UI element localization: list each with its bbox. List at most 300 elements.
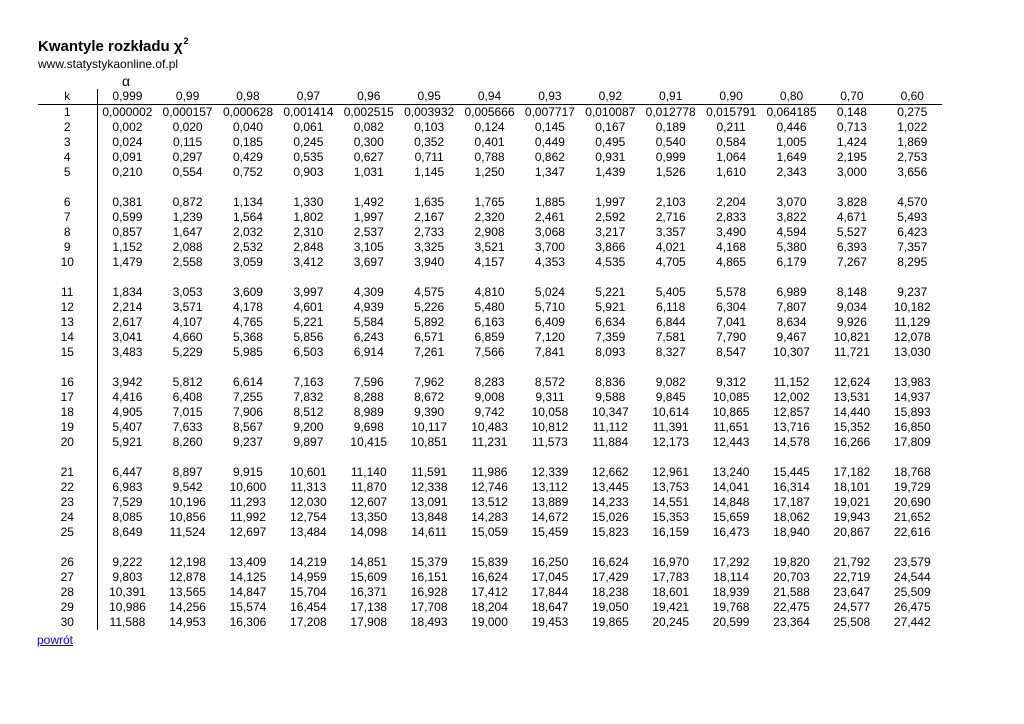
quantile-value-cell: 7,790 — [716, 330, 747, 344]
quantile-value-cell: 4,107 — [172, 315, 203, 329]
quantile-value-cell: 19,865 — [591, 615, 629, 629]
quantile-value-cell: 20,867 — [833, 525, 871, 539]
table-row — [38, 465, 942, 480]
quantile-value-cell: 1,765 — [474, 195, 505, 209]
quantile-value-cell: 20,245 — [652, 615, 690, 629]
quantile-value-cell: 3,656 — [897, 165, 928, 179]
quantile-value-cell: 9,034 — [836, 300, 867, 314]
quantile-value-cell: 19,820 — [773, 555, 810, 569]
quantile-value-cell: 10,347 — [591, 405, 629, 419]
quantile-value-cell: 3,000 — [836, 165, 867, 179]
quantile-value-cell: 0,381 — [112, 195, 143, 209]
quantile-value-cell: 6,859 — [474, 330, 505, 344]
quantile-value-cell: 8,327 — [655, 345, 686, 359]
quantile-value-cell: 10,182 — [893, 300, 931, 314]
quantile-value-cell: 8,672 — [414, 390, 445, 404]
quantile-value-cell: 14,847 — [229, 585, 267, 599]
alpha-column-header: 0,91 — [641, 89, 701, 105]
table-row — [38, 210, 942, 225]
quantile-value-cell: 7,267 — [836, 255, 867, 269]
website-address: www.statystykaonline.of.pl — [38, 57, 179, 71]
quantile-value-cell: 16,624 — [591, 555, 629, 569]
quantile-value-cell: 4,168 — [716, 240, 747, 254]
quantile-value-cell: 11,884 — [592, 435, 629, 449]
quantile-value-cell: 0,024 — [112, 135, 143, 149]
quantile-value-cell: 11,140 — [350, 465, 387, 479]
degrees-of-freedom-cell: 1 — [38, 105, 97, 121]
quantile-value-cell: 12,078 — [893, 330, 931, 344]
quantile-value-cell: 16,250 — [531, 555, 569, 569]
title-text: Kwantyle rozkładu χ — [38, 38, 183, 55]
quantile-value-cell: 14,937 — [893, 390, 931, 404]
quantile-value-cell: 15,659 — [712, 510, 750, 524]
quantile-value-cell: 3,828 — [836, 195, 867, 209]
quantile-value-cell: 12,697 — [229, 525, 267, 539]
quantile-value-cell: 13,240 — [712, 465, 750, 479]
quantile-value-cell: 0,002 — [112, 120, 143, 134]
quantile-value-cell: 0,148 — [836, 105, 867, 119]
quantile-value-cell: 5,226 — [414, 300, 445, 314]
quantile-value-cell: 11,313 — [290, 480, 327, 494]
quantile-value-cell: 12,198 — [169, 555, 206, 569]
quantile-value-cell: 18,238 — [591, 585, 629, 599]
quantile-value-cell: 0,245 — [293, 135, 324, 149]
quantile-value-cell: 5,229 — [172, 345, 203, 359]
quantile-value-cell: 5,368 — [232, 330, 263, 344]
quantile-value-cell: 3,942 — [112, 375, 143, 389]
quantile-value-cell: 2,833 — [716, 210, 747, 224]
quantile-value-cell: 1,005 — [776, 135, 807, 149]
quantile-value-cell: 13,531 — [833, 390, 871, 404]
quantile-value-cell: 23,647 — [833, 585, 871, 599]
quantile-value-cell: 0,999 — [655, 150, 686, 164]
quantile-value-cell: 13,409 — [229, 555, 267, 569]
quantile-value-cell: 0,599 — [112, 210, 143, 224]
quantile-value-cell: 18,493 — [410, 615, 448, 629]
quantile-value-cell: 7,566 — [474, 345, 505, 359]
degrees-of-freedom-cell: 8 — [38, 225, 97, 240]
quantile-value-cell: 5,921 — [112, 435, 143, 449]
quantile-value-cell: 4,575 — [414, 285, 445, 299]
quantile-value-cell: 6,179 — [776, 255, 807, 269]
degrees-of-freedom-cell: 12 — [38, 300, 97, 315]
quantile-value-cell: 9,390 — [414, 405, 445, 419]
quantile-value-cell: 9,698 — [353, 420, 384, 434]
spacer-cell — [97, 450, 942, 465]
degrees-of-freedom-cell: 27 — [38, 570, 97, 585]
quantile-value-cell: 6,243 — [353, 330, 384, 344]
quantile-value-cell: 20,599 — [712, 615, 750, 629]
alpha-column-header: 0,90 — [701, 89, 761, 105]
degrees-of-freedom-cell: 14 — [38, 330, 97, 345]
quantile-value-cell: 6,983 — [112, 480, 143, 494]
quantile-value-cell: 2,848 — [293, 240, 324, 254]
quantile-value-cell: 3,041 — [112, 330, 143, 344]
quantile-value-cell: 7,581 — [655, 330, 686, 344]
quantile-value-cell: 14,283 — [471, 510, 508, 524]
quantile-value-cell: 5,584 — [353, 315, 384, 329]
quantile-value-cell: 8,634 — [776, 315, 807, 329]
quantile-value-cell: 5,024 — [534, 285, 565, 299]
quantile-value-cell: 10,812 — [531, 420, 569, 434]
quantile-value-cell: 1,635 — [414, 195, 445, 209]
quantile-value-cell: 10,085 — [712, 390, 750, 404]
quantile-value-cell: 0,857 — [112, 225, 143, 239]
quantile-value-cell: 22,616 — [893, 525, 931, 539]
quantile-value-cell: 24,577 — [833, 600, 871, 614]
table-row — [38, 165, 942, 180]
quantile-value-cell: 10,415 — [350, 435, 388, 449]
quantile-value-cell: 11,986 — [471, 465, 508, 479]
quantile-value-cell: 2,310 — [293, 225, 324, 239]
quantile-value-cell: 10,865 — [712, 405, 750, 419]
quantile-value-cell: 0,535 — [293, 150, 324, 164]
table-body — [38, 105, 942, 631]
quantile-value-cell: 5,921 — [595, 300, 626, 314]
quantile-value-cell: 11,112 — [592, 420, 628, 434]
quantile-value-cell: 0,554 — [172, 165, 203, 179]
quantile-value-cell: 5,578 — [716, 285, 747, 299]
quantile-value-cell: 14,098 — [350, 525, 388, 539]
quantile-value-cell: 0,103 — [414, 120, 445, 134]
table-row — [38, 525, 942, 540]
quantile-value-cell: 14,672 — [531, 510, 569, 524]
alpha-column-header: 0,60 — [882, 89, 942, 105]
quantile-value-cell: 0,401 — [474, 135, 505, 149]
quantile-value-cell: 4,157 — [474, 255, 505, 269]
table-row — [38, 330, 942, 345]
quantile-value-cell: 8,093 — [595, 345, 626, 359]
quantile-value-cell: 13,484 — [290, 525, 327, 539]
quantile-value-cell: 0,931 — [595, 150, 626, 164]
table-row — [38, 555, 942, 570]
table-row — [38, 375, 942, 390]
quantile-value-cell: 5,380 — [776, 240, 807, 254]
quantile-value-cell: 3,068 — [534, 225, 565, 239]
quantile-value-cell: 9,803 — [112, 570, 143, 584]
quantile-value-cell: 2,716 — [655, 210, 686, 224]
title-superscript: 2 — [183, 36, 189, 46]
quantile-value-cell: 0,449 — [534, 135, 565, 149]
quantile-value-cell: 5,856 — [293, 330, 324, 344]
quantile-value-cell: 18,601 — [652, 585, 690, 599]
quantile-value-cell: 4,765 — [232, 315, 263, 329]
quantile-value-cell: 2,214 — [112, 300, 143, 314]
quantile-value-cell: 2,320 — [474, 210, 505, 224]
quantile-value-cell: 0,540 — [655, 135, 686, 149]
quantile-value-cell: 19,768 — [712, 600, 750, 614]
quantile-value-cell: 19,943 — [833, 510, 871, 524]
quantile-value-cell: 8,547 — [716, 345, 747, 359]
degrees-of-freedom-cell: 3 — [38, 135, 97, 150]
quantile-value-cell: 1,479 — [112, 255, 143, 269]
table-row — [38, 285, 942, 300]
quantile-value-cell: 0,300 — [353, 135, 384, 149]
quantile-value-cell: 11,573 — [532, 435, 568, 449]
group-spacer-row — [38, 360, 942, 375]
quantile-value-cell: 0,145 — [534, 120, 565, 134]
quantile-value-cell: 15,704 — [290, 585, 327, 599]
quantile-value-cell: 2,204 — [716, 195, 747, 209]
quantile-value-cell: 4,309 — [353, 285, 384, 299]
quantile-value-cell: 25,509 — [893, 585, 931, 599]
quantile-value-cell: 13,983 — [893, 375, 931, 389]
quantile-value-cell: 14,041 — [712, 480, 750, 494]
quantile-value-cell: 1,064 — [716, 150, 747, 164]
table-row — [38, 600, 942, 615]
quantile-value-cell: 8,148 — [836, 285, 867, 299]
quantile-value-cell: 7,041 — [716, 315, 747, 329]
quantile-value-cell: 21,588 — [773, 585, 810, 599]
quantile-value-cell: 10,391 — [109, 585, 146, 599]
quantile-value-cell: 0,000002 — [102, 105, 153, 119]
quantile-value-cell: 0,064185 — [766, 105, 817, 119]
quantile-value-cell: 7,120 — [534, 330, 565, 344]
quantile-value-cell: 10,196 — [169, 495, 206, 509]
degrees-of-freedom-cell: 5 — [38, 165, 97, 180]
degrees-of-freedom-cell: 11 — [38, 285, 97, 300]
table-row — [38, 615, 942, 630]
quantile-value-cell: 4,353 — [534, 255, 565, 269]
quantile-value-cell: 3,217 — [595, 225, 626, 239]
quantile-value-cell: 18,114 — [713, 570, 749, 584]
quantile-value-cell: 8,567 — [232, 420, 263, 434]
quantile-value-cell: 9,588 — [595, 390, 626, 404]
quantile-value-cell: 12,173 — [652, 435, 690, 449]
quantile-value-cell: 1,647 — [172, 225, 203, 239]
quantile-value-cell: 2,461 — [534, 210, 565, 224]
quantile-value-cell: 0,862 — [534, 150, 565, 164]
quantile-value-cell: 1,997 — [353, 210, 384, 224]
quantile-value-cell: 0,446 — [776, 120, 807, 134]
quantile-value-cell: 9,312 — [716, 375, 747, 389]
quantile-value-cell: 1,564 — [232, 210, 263, 224]
quantile-value-cell: 8,260 — [172, 435, 203, 449]
degrees-of-freedom-cell: 15 — [38, 345, 97, 360]
quantile-value-cell: 6,614 — [232, 375, 263, 389]
quantile-value-cell: 18,062 — [773, 510, 810, 524]
spacer-cell — [97, 180, 942, 195]
quantile-value-cell: 3,070 — [776, 195, 807, 209]
quantile-value-cell: 16,928 — [410, 585, 448, 599]
quantile-value-cell: 1,347 — [534, 165, 565, 179]
spacer-cell — [38, 270, 97, 285]
quantile-value-cell: 1,649 — [776, 150, 807, 164]
quantile-value-cell: 3,325 — [414, 240, 445, 254]
quantile-value-cell: 4,865 — [716, 255, 747, 269]
quantile-value-cell: 3,357 — [655, 225, 686, 239]
quantile-value-cell: 5,985 — [232, 345, 263, 359]
quantile-value-cell: 11,870 — [350, 480, 387, 494]
quantile-value-cell: 11,651 — [713, 420, 749, 434]
group-spacer-row — [38, 540, 942, 555]
quantile-value-cell: 18,939 — [712, 585, 750, 599]
quantile-value-cell: 19,000 — [471, 615, 508, 629]
quantile-value-cell: 5,493 — [897, 210, 928, 224]
quantile-value-cell: 6,503 — [293, 345, 324, 359]
quantile-value-cell: 16,454 — [290, 600, 327, 614]
quantile-value-cell: 12,607 — [350, 495, 388, 509]
quantile-value-cell: 0,020 — [172, 120, 203, 134]
quantile-value-cell: 0,210 — [112, 165, 143, 179]
table-row — [38, 255, 942, 270]
degrees-of-freedom-cell: 30 — [38, 615, 97, 630]
table-row — [38, 225, 942, 240]
quantile-value-cell: 12,857 — [773, 405, 810, 419]
quantile-value-cell: 9,222 — [112, 555, 143, 569]
quantile-value-cell: 18,647 — [531, 600, 569, 614]
degrees-of-freedom-cell: 21 — [38, 465, 97, 480]
quantile-value-cell: 2,537 — [353, 225, 384, 239]
quantile-value-cell: 7,807 — [776, 300, 807, 314]
quantile-value-cell: 8,512 — [293, 405, 324, 419]
quantile-value-cell: 0,297 — [172, 150, 203, 164]
quantile-value-cell: 9,897 — [293, 435, 324, 449]
degrees-of-freedom-cell: 23 — [38, 495, 97, 510]
quantile-value-cell: 3,697 — [353, 255, 384, 269]
quantile-value-cell: 1,492 — [353, 195, 384, 209]
quantile-value-cell: 8,085 — [112, 510, 143, 524]
quantile-value-cell: 6,423 — [897, 225, 928, 239]
quantile-value-cell: 9,542 — [172, 480, 203, 494]
table-row — [38, 300, 942, 315]
quantile-value-cell: 0,752 — [232, 165, 263, 179]
quantile-value-cell: 11,391 — [652, 420, 689, 434]
quantile-value-cell: 16,314 — [773, 480, 810, 494]
quantile-value-cell: 2,617 — [112, 315, 143, 329]
quantile-value-cell: 0,584 — [716, 135, 747, 149]
quantile-value-cell: 2,908 — [474, 225, 505, 239]
quantile-value-cell: 1,250 — [474, 165, 505, 179]
quantile-value-cell: 17,292 — [712, 555, 750, 569]
quantile-value-cell: 15,609 — [350, 570, 388, 584]
spacer-cell — [97, 360, 942, 375]
quantile-value-cell: 6,634 — [595, 315, 626, 329]
spacer-cell — [38, 450, 97, 465]
quantile-value-cell: 12,002 — [773, 390, 810, 404]
quantile-value-cell: 14,219 — [290, 555, 327, 569]
quantile-value-cell: 9,926 — [836, 315, 867, 329]
quantile-value-cell: 10,601 — [290, 465, 327, 479]
table-row — [38, 570, 942, 585]
degrees-of-freedom-cell: 6 — [38, 195, 97, 210]
quantile-value-cell: 6,409 — [534, 315, 565, 329]
quantile-value-cell: 3,490 — [716, 225, 747, 239]
quantile-value-cell: 13,753 — [652, 480, 690, 494]
quantile-value-cell: 14,233 — [591, 495, 629, 509]
quantile-value-cell: 5,892 — [414, 315, 445, 329]
quantile-value-cell: 13,512 — [471, 495, 508, 509]
quantile-value-cell: 1,134 — [232, 195, 263, 209]
quantile-value-cell: 1,330 — [293, 195, 324, 209]
spacer-cell — [97, 540, 942, 555]
quantile-value-cell: 0,211 — [716, 120, 746, 134]
quantile-value-cell: 2,592 — [595, 210, 626, 224]
table-row — [38, 405, 942, 420]
quantile-value-cell: 14,851 — [350, 555, 388, 569]
quantile-value-cell: 0,167 — [595, 120, 626, 134]
quantile-value-cell: 10,600 — [229, 480, 267, 494]
quantile-value-cell: 12,443 — [712, 435, 750, 449]
alpha-column-header: 0,95 — [399, 89, 459, 105]
quantile-value-cell: 0,185 — [232, 135, 263, 149]
quantile-value-cell: 2,195 — [836, 150, 867, 164]
quantile-value-cell: 8,897 — [172, 465, 203, 479]
quantile-value-cell: 15,059 — [471, 525, 508, 539]
quantile-value-cell: 0,010087 — [585, 105, 636, 119]
table-header-row — [38, 89, 942, 105]
quantile-value-cell: 0,275 — [897, 105, 928, 119]
quantile-value-cell: 16,371 — [350, 585, 388, 599]
quantile-value-cell: 9,467 — [776, 330, 807, 344]
quantile-value-cell: 7,015 — [172, 405, 203, 419]
table-row — [38, 480, 942, 495]
quantile-value-cell: 14,256 — [169, 600, 206, 614]
quantile-value-cell: 19,021 — [833, 495, 871, 509]
alpha-column-header: 0,70 — [822, 89, 882, 105]
quantile-value-cell: 4,594 — [776, 225, 807, 239]
quantile-value-cell: 24,544 — [893, 570, 931, 584]
degrees-of-freedom-cell: 24 — [38, 510, 97, 525]
quantile-value-cell: 19,453 — [531, 615, 569, 629]
quantile-value-cell: 3,822 — [776, 210, 807, 224]
quantile-value-cell: 13,445 — [591, 480, 629, 494]
quantile-value-cell: 17,182 — [833, 465, 871, 479]
quantile-value-cell: 15,379 — [410, 555, 448, 569]
quantile-value-cell: 16,306 — [229, 615, 267, 629]
quantile-value-cell: 12,754 — [290, 510, 327, 524]
quantile-value-cell: 1,885 — [534, 195, 565, 209]
quantile-value-cell: 17,138 — [350, 600, 388, 614]
degrees-of-freedom-cell: 26 — [38, 555, 97, 570]
quantile-value-cell: 18,940 — [773, 525, 810, 539]
quantile-value-cell: 8,989 — [353, 405, 384, 419]
quantile-value-cell: 18,101 — [833, 480, 871, 494]
quantile-value-cell: 26,475 — [893, 600, 931, 614]
quantile-value-cell: 2,088 — [172, 240, 203, 254]
quantile-value-cell: 11,129 — [894, 315, 931, 329]
quantile-value-cell: 7,357 — [897, 240, 928, 254]
quantile-value-cell: 12,746 — [471, 480, 508, 494]
page-title — [38, 36, 189, 55]
group-spacer-row — [38, 270, 942, 285]
table-row — [38, 420, 942, 435]
quantile-value-cell: 16,266 — [833, 435, 871, 449]
quantile-value-cell: 12,030 — [290, 495, 327, 509]
back-link[interactable]: powrót — [37, 633, 74, 647]
alpha-column-header: 0,80 — [761, 89, 821, 105]
table-row — [38, 120, 942, 135]
quantile-value-cell: 14,953 — [169, 615, 206, 629]
spacer-cell — [38, 540, 97, 555]
alpha-column-header: 0,92 — [580, 89, 640, 105]
k-column-header: k — [38, 89, 97, 105]
quantile-value-cell: 0,711 — [414, 150, 444, 164]
quantile-value-cell: 15,352 — [833, 420, 871, 434]
quantile-value-cell: 14,440 — [833, 405, 871, 419]
quantile-value-cell: 10,483 — [471, 420, 508, 434]
quantile-value-cell: 14,959 — [290, 570, 327, 584]
quantile-value-cell: 16,159 — [652, 525, 690, 539]
quantile-value-cell: 0,002515 — [343, 105, 394, 119]
quantile-value-cell: 1,610 — [716, 165, 747, 179]
degrees-of-freedom-cell: 25 — [38, 525, 97, 540]
quantile-value-cell: 22,719 — [833, 570, 871, 584]
quantile-value-cell: 10,821 — [833, 330, 871, 344]
quantile-value-cell: 17,412 — [471, 585, 508, 599]
quantile-value-cell: 0,429 — [232, 150, 263, 164]
quantile-value-cell: 10,614 — [652, 405, 690, 419]
